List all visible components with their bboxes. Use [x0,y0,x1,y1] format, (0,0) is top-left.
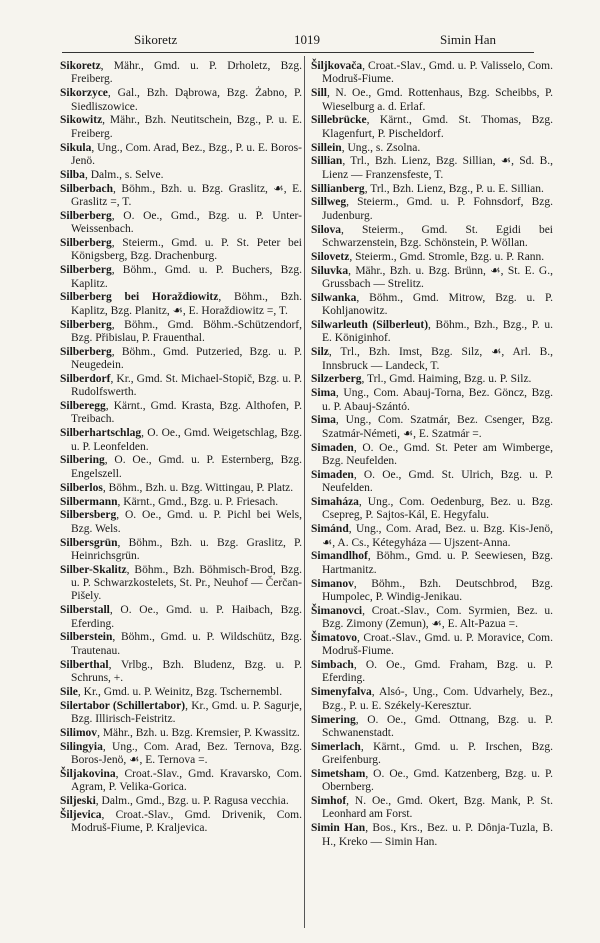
entry-headword: Silwarleuth (Silberleut) [311,319,429,332]
gazetteer-entry [60,659,302,686]
entry-headword: Simanov [311,577,354,590]
entry-details: , O. Oe., Gmd., Bzg. u. P. Unter-Weissenbach. [71,209,302,236]
entry-details: , Trl., Bzh. Imst, Bzg. Silz, ☙, Arl. B., Innsbruck — Landeck, T. [322,346,553,372]
entry-headword: Simetsham [311,767,366,780]
entry-headword: Silberthal [60,658,109,671]
gazetteer-entry [311,469,553,496]
gazetteer-entry [311,659,553,686]
entry-details: , Trl., Bzh. Lienz, Bzg., P. u. E. Sillian. [364,182,544,195]
gazetteer-entry [311,183,553,196]
gazetteer-entry [60,114,302,141]
entry-headword: Silingyia [60,740,103,753]
entry-details: , Böhm., Gmd. u. P. Buchers, Bzg. Kaplitz. [71,264,302,290]
gazetteer-entry [60,741,302,768]
gazetteer-entry [60,237,302,264]
gazetteer-entry [311,251,553,264]
entry-details: , N. Oe., Gmd. Rottenhaus, Bzg. Scheibbs, P. Wieselburg a. d. Erlaf. [322,87,553,113]
entry-details: , O. Oe., Gmd. Weigetschlag, Bzg. u. P. Leonfelden. [71,427,302,453]
entry-details: , Kärnt., Gmd., Bzg. u. P. Friesach. [117,495,279,508]
entry-details: , Vrlbg., Bzh. Bludenz, Bzg. u. P. Schruns, +. [71,658,302,684]
entry-details: , O. Oe., Gmd. St. Peter am Wimberge, Bzg. Neufelden. [322,441,553,467]
entry-headword: Silbersberg [60,509,117,522]
entry-details: , Ung., s. Zsolna. [341,141,421,154]
entry-details: , Croat.-Slav., Com. Syrmien, Bez. u. Bzg. Zimony (Zemun), ☙, E. Alt-Pazua =. [322,604,553,631]
entry-details: , Kärnt., Gmd. u. P. Irschen, Bzg. Greifenburg. [322,740,553,767]
gazetteer-entry [60,537,302,564]
entry-headword: Silberberg bei Horaždiowitz [60,291,219,304]
entry-details: , Böhm., Gmd. u. P. Wildschütz, Bzg. Trautenau. [71,631,302,657]
entry-headword: Silz [311,346,329,359]
entry-details: , Dalm., s. Selve. [84,168,164,181]
entry-headword: Silberberg [60,345,112,358]
entry-details: , Croat.-Slav., Gmd. Kravarsko, Com. Agram, P. Velika-Gorica. [71,767,302,794]
entry-headword: Silzerberg [311,373,362,386]
entry-details: , Bos., Krs., Bez. u. P. Dônja-Tuzla, B. H., Kreko — Simin Han. [322,822,553,848]
gazetteer-entry [60,482,302,495]
entry-headword: Silberhartschlag [60,427,142,440]
entry-headword: Silertabor (Schillertabor) [60,699,186,712]
entry-details: , O. Oe., Gmd. u. P. Pichl bei Wels, Bzg. Wels. [71,509,302,535]
entry-details: , Böhm., Bzh. Deutschbrod, Bzg. Humpolec, P. Windig-Jenikau. [322,577,553,603]
gazetteer-entry [60,183,302,210]
entry-details: , Kärnt., Gmd. Krasta, Bzg. Althofen, P. Treibach. [71,400,302,426]
gazetteer-entry [311,114,553,141]
gazetteer-entry [60,768,302,795]
gazetteer-entry [60,631,302,658]
column-divider [304,56,305,928]
entry-details: , Steierm., Gmd. Stromle, Bzg. u. P. Rann. [349,250,545,263]
gazetteer-entry [311,822,553,849]
entry-details: , Ung., Com. Abauj-Torna, Bez. Göncz, Bzg. u. P. Abauj-Szántó. [322,387,553,413]
gazetteer-entry [60,454,302,481]
gazetteer-entry [311,196,553,223]
gazetteer-entry [60,427,302,454]
entry-headword: Sima [311,387,336,400]
gazetteer-entry [311,265,553,292]
gazetteer-entry [60,169,302,182]
entry-details: , Kr., Gmd. St. Michael-Stopič, Bzg. u. P. Rudolfswerth. [71,372,302,399]
entry-details: , Böhm., Gmd. u. P. Seewiesen, Bzg. Hartmanitz. [322,550,553,576]
entry-details: , Gal., Bzh. Dąbrowa, Bzg. Żabno, P. Siedliszowice. [71,87,302,113]
gazetteer-entry [311,714,553,741]
gazetteer-entry [311,346,553,373]
entry-details: , Böhm., Gmd. Mitrow, Bzg. u. P. Kohljanowitz. [322,291,553,318]
entry-details: , Ung., Com. Arad, Bez. Ternova, Bzg. Boros-Jenö, ☙, E. Ternova =. [71,740,302,767]
gazetteer-entry [60,87,302,114]
gazetteer-entry [311,768,553,795]
header-last-entry: Simin Han [440,32,496,47]
entry-details: , O. Oe., Gmd. Katzenberg, Bzg. u. P. Obernberg. [322,767,553,794]
entry-details: , Dalm., Gmd., Bzg. u. P. Ragusa vecchia. [95,795,289,808]
gazetteer-entry [311,523,553,550]
entry-headword: Šiljakovina [60,767,116,780]
entry-details: , O. Oe., Gmd. u. P. Esternberg, Bzg. Engelszell. [71,454,302,480]
gazetteer-entry [311,224,553,251]
gazetteer-entry [311,292,553,319]
entry-headword: Simering [311,713,356,726]
entry-headword: Sile [60,685,78,698]
entry-headword: Silberberg [60,236,112,249]
entry-headword: Sillein [311,141,342,154]
gazetteer-entry [60,319,302,346]
entry-headword: Šimanovci [311,604,363,617]
entry-headword: Sillweg [311,196,347,209]
entry-headword: Silovetz [311,250,350,263]
gazetteer-entry [311,686,553,713]
gazetteer-entry [311,373,553,386]
entry-headword: Silbering [60,454,105,467]
gazetteer-entry [60,291,302,318]
gazetteer-entry [311,496,553,523]
entry-details: , Trl., Gmd. Haiming, Bzg. u. P. Silz. [361,373,532,386]
gazetteer-entry [311,605,553,632]
entry-details: , Böhm., Gmd. Putzeried, Bzg. u. P. Neugedein. [71,345,302,372]
entry-details: , Ung., Com. Arad, Bez., Bzg., P. u. E. Boros-Jenö. [71,141,302,167]
gazetteer-entry [311,60,553,87]
entry-headword: Silwanka [311,291,357,304]
entry-headword: Sillebrücke [311,114,367,127]
entry-headword: Siljeski [60,795,96,808]
gazetteer-entry [311,387,553,414]
gazetteer-entry [60,400,302,427]
gazetteer-entry [60,604,302,631]
page-header [62,32,534,54]
entry-headword: Sill [311,87,327,100]
entry-headword: Silberstall [60,604,110,617]
entry-details: , Mähr., Bzh. u. Bzg. Brünn, ☙, St. E. G., Grussbach — Strelitz. [322,264,553,290]
entry-details: , Steierm., Gmd. u. P. Fohnsdorf, Bzg. Judenburg. [322,196,553,222]
entry-details: , Böhm., Bzh., Bzg., P. u. E. Königinhof. [322,319,553,345]
gazetteer-entry [311,414,553,441]
gazetteer-entry [311,795,553,822]
gazetteer-entry [60,373,302,400]
entry-headword: Simerlach [311,740,361,753]
entry-details: , Mähr., Gmd. u. P. Drholetz, Bzg. Freiberg. [71,60,302,86]
entry-headword: Simenyfalva [311,686,372,699]
entry-details: , N. Oe., Gmd. Okert, Bzg. Mank, P. St. Leonhard am Forst. [322,795,553,821]
entry-headword: Silber-Skalitz [60,563,127,576]
entry-headword: Silberberg [60,209,112,222]
gazetteer-entry [60,700,302,727]
entry-details: , Böhm., Bzh. Böhmisch-Brod, Bzg. u. P. Schwarzkostelets, St. Pr., Neuhof — Čerčan-Pišely. [71,563,302,603]
entry-headword: Sikorzyce [60,87,108,100]
entry-headword: Simhof [311,795,347,808]
entry-headword: Silberberg [60,264,112,277]
entry-headword: Sikowitz [60,114,103,127]
entry-headword: Silberstein [60,631,113,644]
entry-details: , O. Oe., Gmd. St. Ulrich, Bzg. u. P. Neufelden. [322,468,553,495]
gazetteer-entry [60,210,302,237]
entry-headword: Silimov [60,726,98,739]
entry-headword: Silba [60,168,85,181]
entry-details: , Böhm., Bzh. u. Bzg. Wittingau, P. Platz. [102,481,294,494]
entry-headword: Simaháza [311,496,359,508]
gazetteer-entry [60,795,302,808]
entry-headword: Simaden [311,441,354,454]
entry-details: , Mähr., Bzh. u. Bzg. Kremsier, P. Kwassitz. [97,726,300,739]
left-column [60,60,302,836]
gazetteer-entry [311,578,553,605]
entry-headword: Silbersgrün [60,536,118,549]
entry-headword: Sillian [311,155,343,168]
entry-headword: Sikula [60,141,92,154]
entry-headword: Silberbach [60,182,114,195]
entry-headword: Simánd [311,523,349,536]
entry-headword: Silova [311,223,342,236]
entry-details: , Mähr., Bzh. Neutitschein, Bzg., P. u. E. Freiberg. [71,114,302,140]
entry-details: , O. Oe., Gmd. Fraham, Bzg. u. P. Eferding. [322,659,553,685]
entry-headword: Simaden [311,468,354,481]
gazetteer-entry [311,632,553,659]
entry-details: , Steierm., Gmd. u. P. St. Peter bei Königsberg, Bzg. Drachenburg. [71,236,302,263]
gazetteer-entry [311,319,553,346]
entry-headword: Siluvka [311,264,349,277]
entry-headword: Sillianberg [311,182,365,195]
entry-details: , Croat.-Slav., Gmd. u. P. Valisselo, Com. Modruš-Fiume. [322,60,553,86]
gazetteer-entry [60,60,302,87]
entry-details: , O. Oe., Gmd. Ottnang, Bzg. u. P. Schwanenstadt. [322,713,553,739]
page-number: 1019 [294,32,320,47]
gazetteer-entry [311,442,553,469]
entry-details: , Trl., Bzh. Lienz, Bzg. Sillian, ☙, Sd. B., Lienz — Franzensfeste, T. [322,155,553,181]
entry-details: , Kr., Gmd. u. P. Sagurje, Bzg. Illirisch-Feistritz. [71,699,303,725]
entry-headword: Silberberg [60,318,112,331]
gazetteer-entry [60,346,302,373]
gazetteer-entry [311,550,553,577]
entry-headword: Sikoretz [60,60,101,72]
entry-headword: Simandlhof [311,550,368,563]
gazetteer-entry [311,87,553,114]
entry-details: , O. Oe., Gmd. u. P. Haibach, Bzg. Eferding. [71,604,302,630]
gazetteer-entry [60,727,302,740]
entry-headword: Šiljkovača [311,60,363,72]
gazetteer-entry [60,686,302,699]
gazetteer-entry [60,142,302,169]
header-rule [62,52,534,53]
gazetteer-entry [60,809,302,836]
entry-details: , Steierm., Gmd. St. Egidi bei Schwarzenstein, Bzg. Schönstein, P. Wöllan. [322,223,553,249]
entry-headword: Silberegg [60,400,106,413]
entry-headword: Silbermann [60,495,118,508]
entry-headword: Šimatovo [311,631,357,644]
entry-headword: Silberdorf [60,372,111,385]
gazetteer-entry [311,142,553,155]
entry-details: , Kärnt., Gmd. St. Thomas, Bzg. Klagenfurt, P. Pischeldorf. [322,114,553,140]
entry-details: , Böhm., Gmd. Böhm.-Schützendorf, Bzg. Přibislau, P. Frauenthal. [71,318,302,344]
entry-details: , Böhm., Bzh. Kaplitz, Bzg. Planitz, ☙, E. Horaždiowitz =, T. [71,291,303,317]
entry-details: , Böhm., Bzh. u. Bzg. Graslitz, ☙, E. Graslitz =, T. [71,182,302,208]
entry-details: , Ung., Com. Szatmár, Bez. Csenger, Bzg. Szatmár-Németi, ☙, E. Szatmár =. [322,414,553,440]
entry-headword: Sima [311,414,336,427]
right-column [311,60,553,849]
entry-details: , Croat.-Slav., Gmd. u. P. Moravice, Com. Modruš-Fiume. [322,631,553,658]
gazetteer-entry [311,741,553,768]
entry-headword: Silberlos [60,481,103,494]
entry-details: , Ung., Com. Oedenburg, Bez. u. Bzg. Csepreg, P. Sajtos-Kál, E. Hegyfalu. [322,496,553,522]
entry-headword: Simbach [311,659,354,672]
gazetteer-entry [311,155,553,182]
entry-headword: Simin Han [311,822,366,835]
entry-details: , Ung., Com. Arad, Bez. u. Bzg. Kis-Jenö, ☙, A. Cs., Kétegyháza — Ujszent-Anna. [322,523,553,549]
header-first-entry: Sikoretz [134,32,178,47]
entry-details: , Böhm., Bzh. u. Bzg. Graslitz, P. Heinrichsgrün. [71,536,302,562]
entry-details: , Croat.-Slav., Gmd. Drivenik, Com. Modruš-Fiume, P. Kraljevica. [71,808,302,835]
entry-headword: Šiljevica [60,808,102,821]
gazetteer-entry [60,496,302,509]
entry-details: , Kr., Gmd. u. P. Weinitz, Bzg. Tschernembl. [77,685,283,698]
gazetteer-entry [60,264,302,291]
entry-details: , Alsó-, Ung., Com. Udvarhely, Bez., Bzg., P. u. E. Székely-Keresztur. [322,686,553,712]
gazetteer-entry [60,509,302,536]
gazetteer-entry [60,564,302,604]
